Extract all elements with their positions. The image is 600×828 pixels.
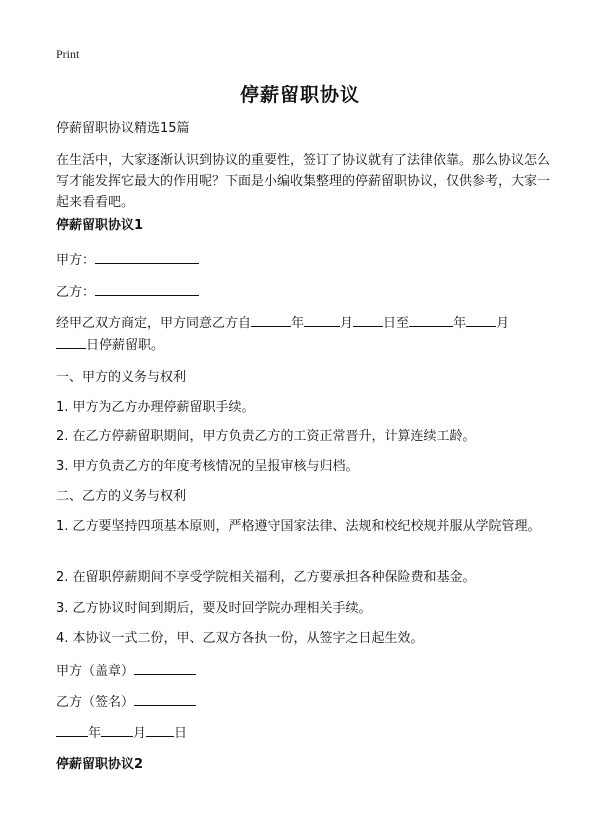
- list-item: 3. 乙方协议时间到期后，要及时回学院办理相关手续。: [56, 601, 372, 616]
- date-month-blank: [101, 722, 133, 737]
- party-a-blank: [95, 249, 199, 264]
- end-month-blank: [466, 312, 496, 327]
- part-1-heading: 一、甲方的义务与权利: [56, 370, 187, 385]
- list-item: 1. 甲方为乙方办理停薪留职手续。: [56, 400, 255, 415]
- agreement-text-3: 月: [340, 316, 354, 331]
- start-year-blank: [251, 312, 291, 327]
- end-year-blank: [409, 312, 453, 327]
- start-day-blank: [353, 312, 383, 327]
- party-b-blank: [95, 281, 199, 296]
- document-subtitle: 停薪留职协议精选15篇: [56, 121, 190, 136]
- document-title: 停薪留职协议: [239, 84, 360, 106]
- date-year-label: 年: [88, 726, 102, 741]
- signature-a-blank: [134, 660, 196, 675]
- date-month-label: 月: [133, 726, 147, 741]
- signature-b-line: [56, 691, 556, 713]
- date-line: [56, 722, 556, 744]
- print-link[interactable]: Print: [56, 47, 80, 61]
- signature-a-label: 甲方（盖章）: [56, 664, 135, 679]
- list-item: 4. 本协议一式二份，甲、乙双方各执一份，从签字之日起生效。: [56, 631, 424, 646]
- start-month-blank: [304, 312, 340, 327]
- party-a-line: [56, 249, 556, 271]
- agreement-text-5: 年: [453, 316, 467, 331]
- list-item: 1. 乙方要坚持四项基本原则，严格遵守国家法律、法规和校纪校规并服从学院管理。: [56, 519, 541, 534]
- section-1-heading: 停薪留职协议1: [56, 218, 144, 233]
- date-day-blank: [146, 722, 174, 737]
- list-item: 3. 甲方负责乙方的年度考核情况的呈报审核与归档。: [56, 459, 359, 474]
- agreement-paragraph: [56, 312, 556, 356]
- party-b-line: [56, 281, 556, 303]
- end-day-blank: [56, 334, 86, 349]
- date-day-label: 日: [174, 726, 188, 741]
- agreement-text-1: 经甲乙双方商定，甲方同意乙方自: [56, 316, 252, 331]
- signature-b-blank: [134, 691, 196, 706]
- list-item: 2. 在留职停薪期间不享受学院相关福利，乙方要承担各种保险费和基金。: [56, 570, 476, 585]
- party-b-label: 乙方：: [56, 285, 96, 300]
- agreement-text-6: 月: [496, 316, 510, 331]
- date-year-blank: [56, 722, 88, 737]
- part-2-heading: 二、乙方的义务与权利: [56, 489, 187, 504]
- intro-paragraph: 在生活中，大家逐渐认识到协议的重要性，签订了协议就有了法律依靠。那么协议怎么写才能发挥它最大的作用呢？下面是小编收集整理的停薪留职协议，仅供参考，大家一起来看看吧。: [56, 153, 551, 210]
- agreement-text-7: 日停薪留职。: [86, 338, 165, 353]
- agreement-text-2: 年: [291, 316, 305, 331]
- agreement-text-4: 日至: [383, 316, 410, 331]
- signature-b-label: 乙方（签名）: [56, 695, 135, 710]
- party-a-label: 甲方：: [56, 253, 96, 268]
- section-2-heading: 停薪留职协议2: [56, 757, 144, 772]
- list-item: 2. 在乙方停薪留职期间，甲方负责乙方的工资正常晋升，计算连续工龄。: [56, 429, 476, 444]
- signature-a-line: [56, 660, 556, 682]
